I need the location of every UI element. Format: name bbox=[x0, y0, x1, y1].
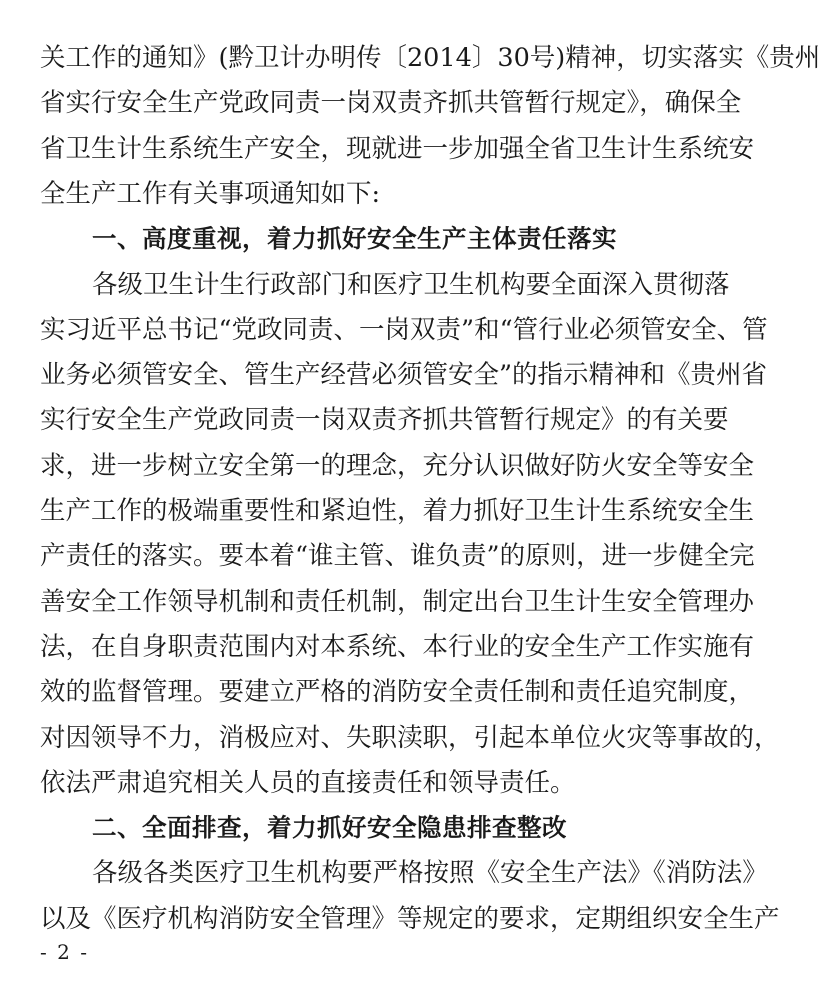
page-number: - 2 - bbox=[40, 940, 89, 964]
body-text-line: 省实行安全生产党政同责一岗双责齐抓共管暂行规定》，确保全 bbox=[40, 88, 742, 119]
section-heading: 二、全面排查，着力抓好安全隐患排查整改 bbox=[92, 813, 567, 843]
body-text-line: 法，在自身职责范围内对本系统、本行业的安全生产工作实施有 bbox=[40, 631, 755, 662]
body-text-line: 实行安全生产党政同责一岗双责齐抓共管暂行规定》的有关要 bbox=[40, 405, 729, 436]
body-text-line: 效的监督管理。要建立严格的消防安全责任制和责任追究制度， bbox=[40, 677, 755, 708]
body-text-line: 产责任的落实。要本着“谁主管、谁负责”的原则，进一步健全完 bbox=[40, 541, 755, 572]
section-heading: 一、高度重视，着力抓好安全生产主体责任落实 bbox=[92, 224, 617, 254]
body-text-line: 生产工作的极端重要性和紧迫性，着力抓好卫生计生系统安全生 bbox=[40, 496, 755, 526]
body-text-line: 善安全工作领导机制和责任机制，制定出台卫生计生安全管理办 bbox=[40, 586, 755, 617]
body-text-line: 省卫生计生系统生产安全，现就进一步加强全省卫生计生系统安 bbox=[40, 133, 755, 164]
body-text-line: 求，进一步树立安全第一的理念，充分认识做好防火安全等安全 bbox=[40, 450, 755, 481]
body-text-line: 各级各类医疗卫生机构要严格按照《安全生产法》《消防法》 bbox=[92, 858, 768, 889]
body-text-line: 各级卫生计生行政部门和医疗卫生机构要全面深入贯彻落 bbox=[92, 269, 730, 300]
body-text-line: 全生产工作有关事项通知如下: bbox=[40, 178, 381, 209]
body-text-line: 以及《医疗机构消防安全管理》等规定的要求，定期组织安全生产 bbox=[40, 903, 780, 934]
body-text-line: 对因领导不力，消极应对、失职渎职，引起本单位火灾等事故的， bbox=[40, 722, 780, 753]
body-text-line: 依法严肃追究相关人员的直接责任和领导责任。 bbox=[40, 767, 576, 798]
body-text-line: 实习近平总书记“党政同责、一岗双责”和“管行业必须管安全、管 bbox=[40, 314, 768, 345]
body-text-line: 关工作的通知》(黔卫计办明传〔2014〕30号)精神，切实落实《贵州 bbox=[40, 43, 820, 73]
body-text-line: 业务必须管安全、管生产经营必须管安全”的指示精神和《贵州省 bbox=[40, 360, 768, 391]
